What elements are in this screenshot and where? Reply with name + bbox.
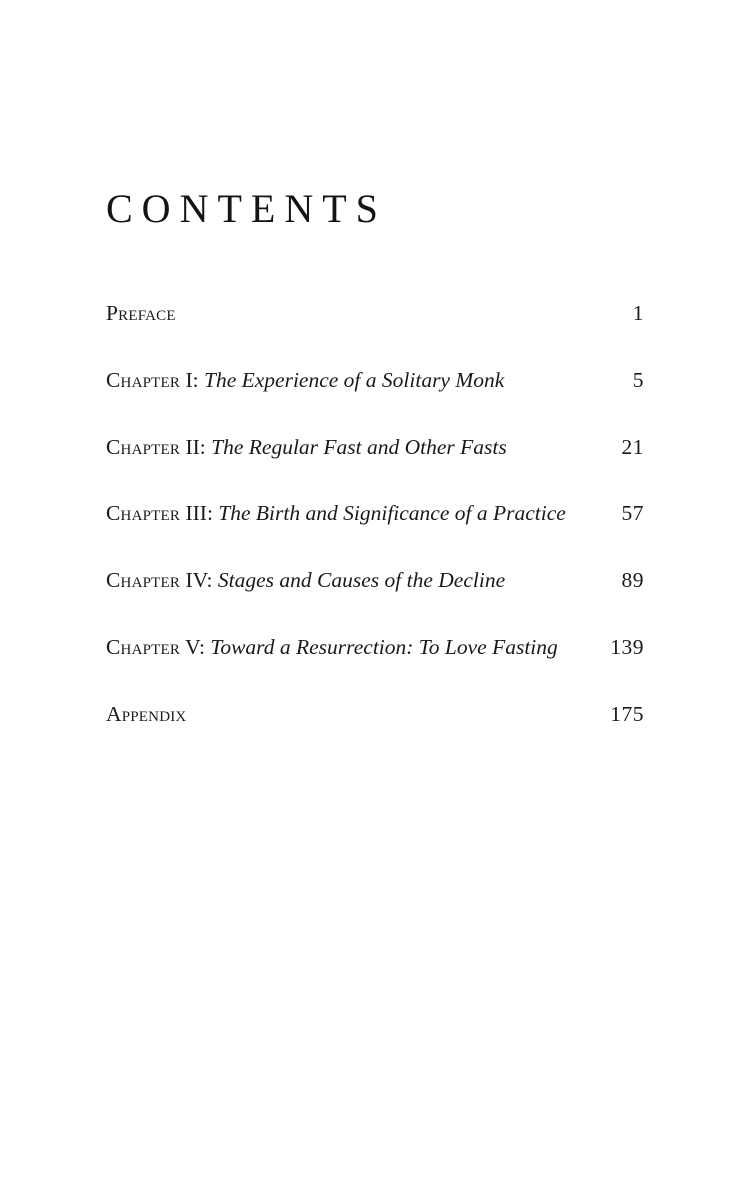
toc-page-number: 5 <box>632 367 644 392</box>
toc-entry-chapter-2 <box>106 430 644 497</box>
toc-entry-title: The Experience of a Solitary Monk <box>203 367 505 392</box>
toc-entry-text <box>106 630 558 664</box>
toc-entry-numeral: III <box>180 501 207 526</box>
toc-entry-label: Preface <box>106 301 176 325</box>
toc-entry-title: Stages and Causes of the Decline <box>217 568 506 593</box>
toc-entry-chapter-3 <box>106 496 644 563</box>
toc-page-number: 139 <box>610 634 644 659</box>
toc-entry-numeral: II <box>180 434 200 459</box>
toc-entry-label: Chapter <box>106 634 181 659</box>
toc-entry-title: The Regular Fast and Other Fasts <box>211 434 507 459</box>
toc-entry-chapter-4 <box>106 563 644 630</box>
toc-page-number: 21 <box>621 434 644 459</box>
toc-entry-text <box>106 563 505 597</box>
toc-entry-title: Toward a Resurrection: To Love Fasting <box>210 634 558 659</box>
toc-entry-label: Chapter <box>106 434 181 459</box>
toc-entry-text <box>106 363 504 397</box>
toc-entry-numeral: IV <box>180 568 207 593</box>
toc-entry-text <box>106 296 176 330</box>
toc-entry-chapter-1 <box>106 363 644 430</box>
toc-entry-separator: : <box>192 367 204 392</box>
toc-entry-separator: : <box>206 501 219 526</box>
toc-page-number: 57 <box>621 501 644 526</box>
toc-entry-separator: : <box>206 568 218 593</box>
toc-entry-numeral: V <box>180 634 199 659</box>
page-title: CONTENTS <box>106 186 387 231</box>
toc-page-number: 89 <box>621 568 644 593</box>
toc-entry-preface <box>106 296 644 363</box>
toc-entry-separator: : <box>199 634 211 659</box>
toc-entry-text <box>106 496 566 530</box>
toc-entry-title: The Birth and Significance of a Practice <box>218 501 566 526</box>
toc-page-number: 1 <box>632 301 644 325</box>
toc-entry-label: Chapter <box>106 367 181 392</box>
toc-entry-label: Chapter <box>106 501 181 526</box>
toc-entry-text <box>106 430 507 464</box>
toc-entry-chapter-5 <box>106 630 644 697</box>
toc-entry-numeral: I <box>180 367 193 392</box>
table-of-contents <box>106 296 644 764</box>
toc-entry-label: Appendix <box>106 701 187 726</box>
toc-entry-separator: : <box>199 434 212 459</box>
toc-entry-appendix <box>106 697 644 764</box>
toc-page-number: 175 <box>610 701 644 726</box>
toc-entry-text <box>106 697 186 731</box>
toc-entry-label: Chapter <box>106 568 181 593</box>
